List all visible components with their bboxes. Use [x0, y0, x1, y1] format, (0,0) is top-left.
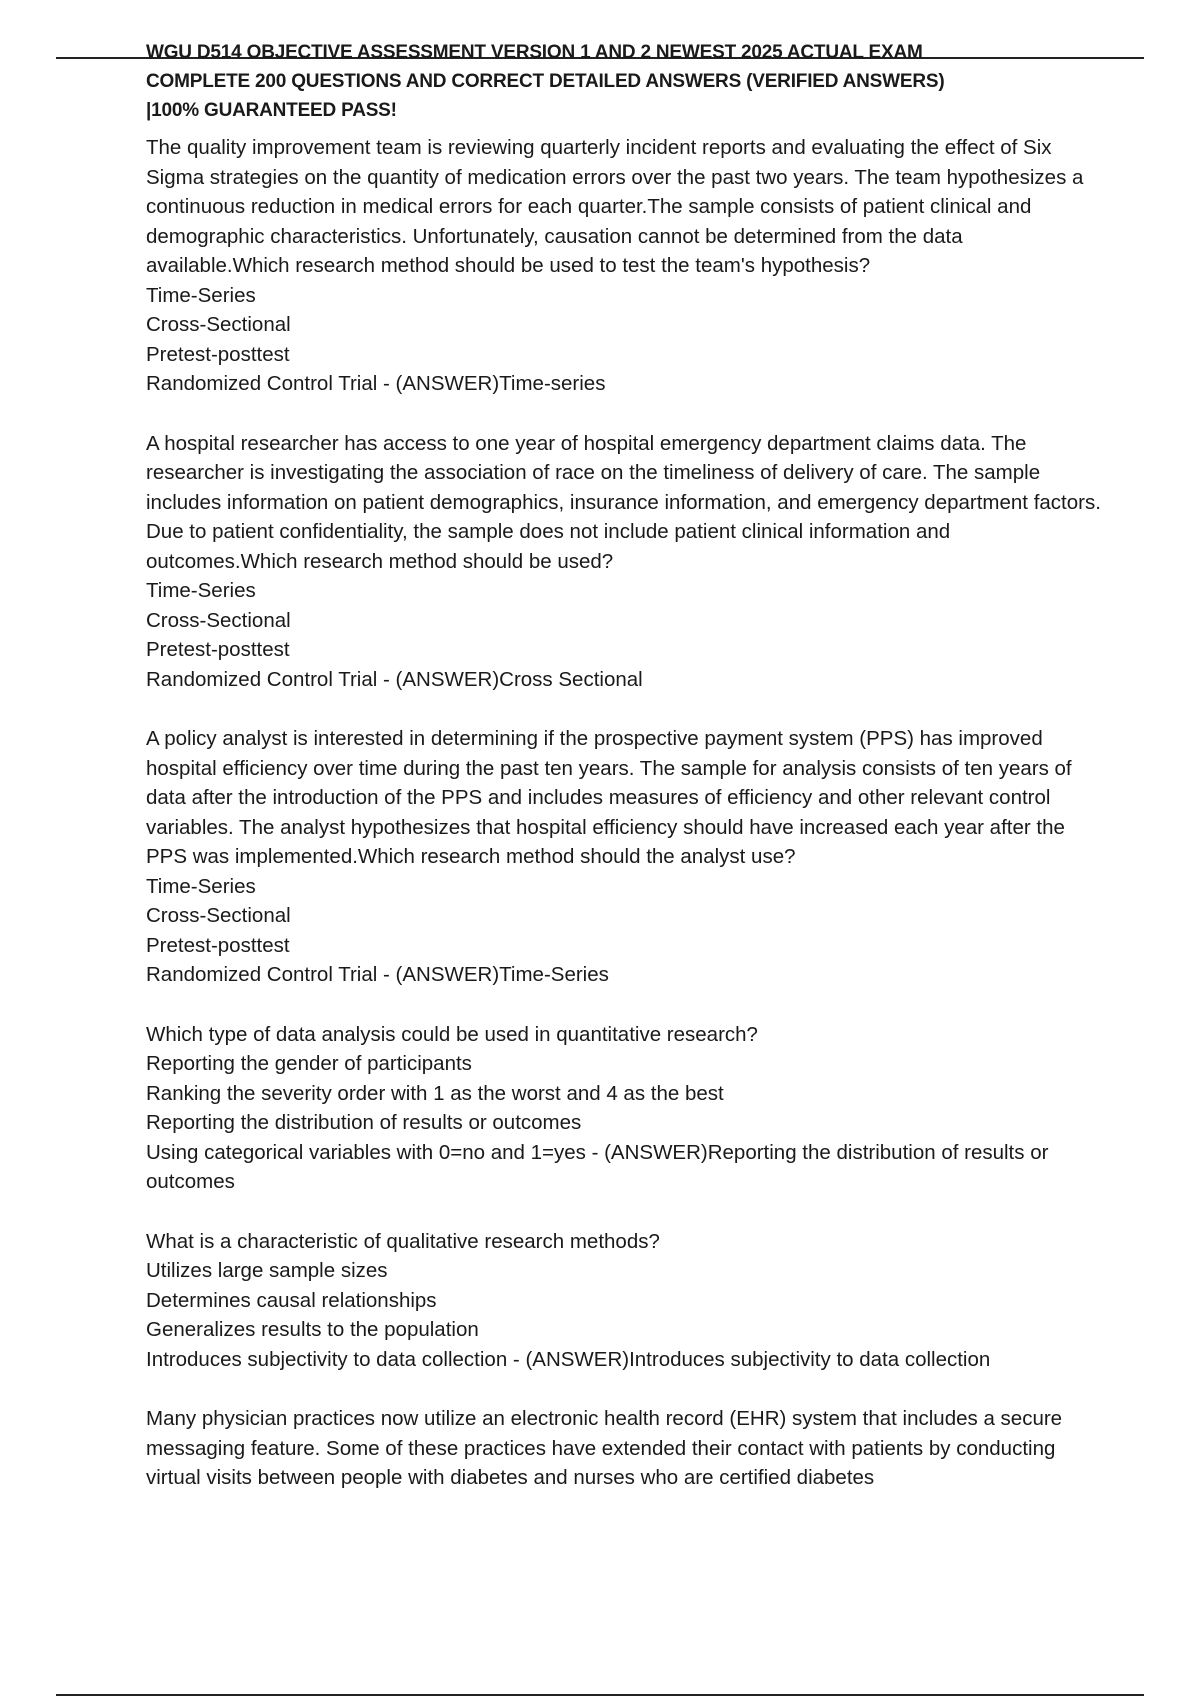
answer-option: Reporting the gender of participants	[146, 1052, 472, 1075]
answer-option-with-answer: Using categorical variables with 0=no and 1=yes - (ANSWER)Reporting the distribution of results or outcomes	[146, 1140, 1049, 1193]
footer-rule	[56, 1694, 1144, 1696]
question-text: A policy analyst is interested in determining if the prospective payment system (PPS) has improved hospital efficiency over time during the past ten years. The sample for analysis consists of ten years of data after the introduction of the PPS and includes measures of efficiency and other relevant control variables. The analyst hypothesizes that hospital efficiency should have increased each year after the PPS was implemented.Which research method should the analyst use?	[146, 727, 1072, 868]
answer-option-with-answer: Randomized Control Trial - (ANSWER)Cross Sectional	[146, 667, 643, 691]
answer-option-with-answer: Randomized Control Trial - (ANSWER)Time-Series	[146, 963, 609, 986]
question-block-6	[146, 1404, 1106, 1493]
question-text: A hospital researcher has access to one year of hospital emergency department claims data. The researcher is investigating the association of race on the timeliness of delivery of care. The sample includes information on patient demographics, insurance information, and emergency department factors. Due to patient confidentiality, the sample does not include patient clinical information and outcomes.Which research method should be used?	[146, 431, 1101, 573]
question-text: Many physician practices now utilize an electronic health record (EHR) system that includes a secure messaging feature. Some of these practices have extended their contact with patients by conducting virtual visits between people with diabetes and nurses who are certified diabetes	[146, 1407, 1063, 1489]
document-content	[146, 38, 1106, 1523]
answer-option: Time-Series	[146, 283, 256, 307]
question-block-4	[146, 1020, 1106, 1197]
answer-option-with-answer: Introduces subjectivity to data collection - (ANSWER)Introduces subjectivity to data collection	[146, 1347, 991, 1371]
answer-option: Utilizes large sample sizes	[146, 1259, 388, 1282]
question-block-2	[146, 429, 1106, 695]
title-line-2: COMPLETE 200 QUESTIONS AND CORRECT DETAILED ANSWERS (VERIFIED ANSWERS)	[146, 71, 945, 92]
answer-option: Time-Series	[146, 579, 256, 602]
question-text: What is a characteristic of qualitative research methods?	[146, 1229, 660, 1253]
answer-option: Pretest-posttest	[146, 638, 290, 661]
answer-option: Cross-Sectional	[146, 904, 291, 927]
document-title	[146, 38, 1106, 125]
answer-option: Pretest-posttest	[146, 342, 290, 366]
question-block-3	[146, 724, 1106, 990]
answer-option: Generalizes results to the population	[146, 1318, 479, 1341]
question-block-1	[146, 133, 1106, 399]
answer-option: Ranking the severity order with 1 as the worst and 4 as the best	[146, 1081, 724, 1105]
answer-option: Pretest-posttest	[146, 933, 290, 957]
answer-option-with-answer: Randomized Control Trial - (ANSWER)Time-series	[146, 372, 606, 395]
question-text: The quality improvement team is reviewing quarterly incident reports and evaluating the effect of Six Sigma strategies on the quantity of medication errors over the past two years. The team hypothesizes a continuous reduction in medical errors for each quarter.The sample consists of patient clinical and demographic characteristics. Unfortunately, causation cannot be determined from the data available.Which research method should be used to test the team's hypothesis?	[146, 136, 1084, 277]
question-block-5	[146, 1227, 1106, 1375]
title-line-1: WGU D514 OBJECTIVE ASSESSMENT VERSION 1 AND 2 NEWEST 2025 ACTUAL EXAM	[146, 42, 923, 63]
answer-option: Cross-Sectional	[146, 608, 291, 632]
answer-option: Determines causal relationships	[146, 1288, 437, 1312]
answer-option: Reporting the distribution of results or outcomes	[146, 1111, 582, 1134]
title-line-3: |100% GUARANTEED PASS!	[146, 100, 397, 121]
answer-option: Time-Series	[146, 874, 256, 898]
answer-option: Cross-Sectional	[146, 313, 291, 336]
question-text: Which type of data analysis could be used in quantitative research?	[146, 1022, 758, 1046]
